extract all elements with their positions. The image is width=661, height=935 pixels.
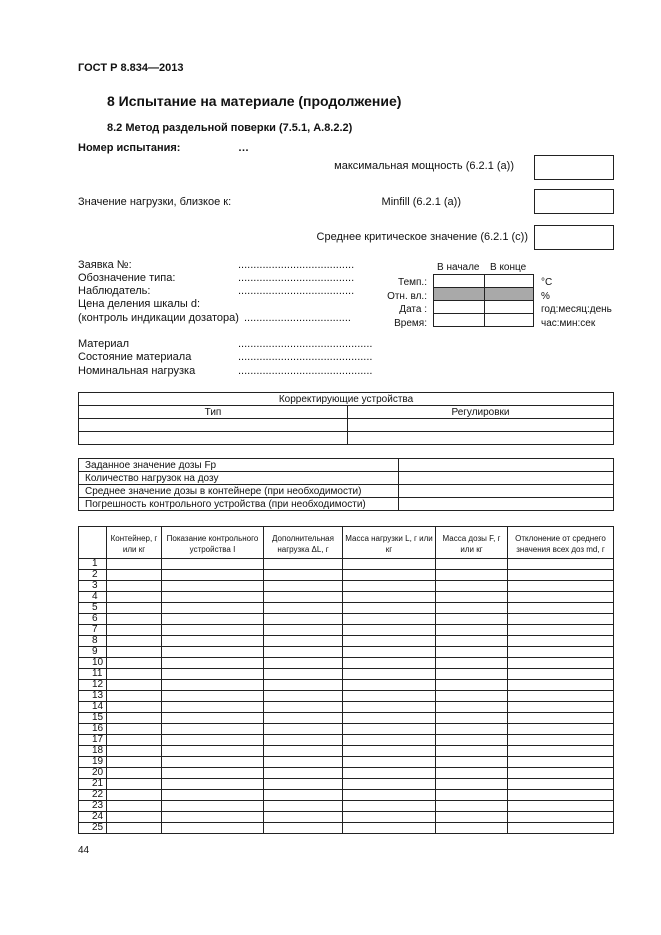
table-cell[interactable] [264, 669, 343, 680]
table-cell[interactable] [343, 812, 436, 823]
row-number: 25 [79, 823, 107, 834]
application-dots[interactable]: ...................................... [238, 259, 355, 271]
application-label: Заявка №: [78, 259, 132, 271]
table-cell[interactable] [107, 636, 162, 647]
table-cell[interactable] [107, 801, 162, 812]
table-cell[interactable] [162, 669, 264, 680]
table-cell[interactable] [162, 779, 264, 790]
table-cell[interactable] [436, 702, 508, 713]
table-cell[interactable] [162, 559, 264, 570]
table-cell[interactable] [162, 724, 264, 735]
table-cell[interactable] [436, 768, 508, 779]
table-cell[interactable] [107, 812, 162, 823]
table-cell[interactable] [436, 746, 508, 757]
table-cell[interactable] [343, 735, 436, 746]
table-cell[interactable] [107, 702, 162, 713]
row-number: 9 [79, 647, 107, 658]
observer-label: Наблюдатель: [78, 285, 151, 297]
table-cell[interactable] [348, 432, 614, 445]
dose-table [78, 458, 614, 511]
time-end-cell[interactable] [485, 314, 534, 327]
table-cell[interactable] [264, 724, 343, 735]
table-row [79, 757, 614, 768]
table-cell[interactable] [508, 757, 614, 768]
table-cell[interactable] [343, 746, 436, 757]
table-cell[interactable] [508, 713, 614, 724]
row-number: 19 [79, 757, 107, 768]
table-cell[interactable] [107, 669, 162, 680]
table-cell[interactable] [436, 757, 508, 768]
table-cell[interactable] [508, 680, 614, 691]
table-cell[interactable] [436, 669, 508, 680]
table-row [79, 559, 614, 570]
table-cell[interactable] [107, 735, 162, 746]
row-number: 2 [79, 570, 107, 581]
conditions-table [433, 274, 534, 327]
table-cell[interactable] [508, 702, 614, 713]
table-cell[interactable] [508, 724, 614, 735]
date-start-cell[interactable] [434, 301, 485, 314]
table-cell[interactable] [107, 625, 162, 636]
table-cell[interactable] [107, 581, 162, 592]
column-header: Дополнительная нагрузка ΔL, г [264, 527, 343, 559]
table-cell[interactable] [508, 636, 614, 647]
table-cell[interactable] [107, 790, 162, 801]
table-cell[interactable] [399, 459, 614, 472]
table-cell[interactable] [162, 812, 264, 823]
table-row [79, 713, 614, 724]
minfill-label: Minfill (6.2.1 (a)) [381, 196, 461, 208]
row-number: 10 [79, 658, 107, 669]
table-cell[interactable] [343, 757, 436, 768]
table-cell[interactable] [264, 746, 343, 757]
table-cell[interactable] [508, 735, 614, 746]
table-cell[interactable] [508, 779, 614, 790]
table-cell[interactable] [162, 768, 264, 779]
condition-unit: час:мин:сек [541, 318, 596, 329]
correcting-type-header: Тип [79, 406, 348, 419]
table-cell[interactable] [107, 779, 162, 790]
test-number-label: Номер испытания: [78, 142, 181, 154]
dose-row-label: Среднее значение дозы в контейнере (при необходимости) [79, 485, 399, 498]
column-header: Отклонение от среднего значения всех доз md, г [508, 527, 614, 559]
table-cell[interactable] [436, 581, 508, 592]
table-cell[interactable] [162, 680, 264, 691]
row-number: 18 [79, 746, 107, 757]
table-cell[interactable] [162, 658, 264, 669]
row-number: 21 [79, 779, 107, 790]
table-cell[interactable] [343, 768, 436, 779]
row-number: 22 [79, 790, 107, 801]
table-row [79, 658, 614, 669]
row-number: 16 [79, 724, 107, 735]
table-cell[interactable] [508, 647, 614, 658]
table-cell[interactable] [343, 724, 436, 735]
table-cell[interactable] [162, 801, 264, 812]
row-number: 17 [79, 735, 107, 746]
material-label: Материал [78, 338, 129, 350]
row-number: 23 [79, 801, 107, 812]
row-number: 6 [79, 614, 107, 625]
condition-label: Темп.: [398, 277, 427, 288]
table-row [79, 614, 614, 625]
table-cell[interactable] [162, 614, 264, 625]
measurements-table [78, 526, 614, 834]
temp-start-cell[interactable] [434, 275, 485, 288]
table-cell[interactable] [436, 592, 508, 603]
table-cell[interactable] [508, 581, 614, 592]
table-cell[interactable] [343, 702, 436, 713]
conditions-end-header: В конце [490, 262, 527, 273]
table-cell[interactable] [107, 603, 162, 614]
material-state-dots[interactable]: ............................................ [238, 351, 373, 363]
table-row [79, 636, 614, 647]
type-dots[interactable]: ...................................... [238, 272, 355, 284]
table-cell[interactable] [508, 812, 614, 823]
correcting-title: Корректирующие устройства [79, 393, 614, 406]
row-number: 7 [79, 625, 107, 636]
table-cell[interactable] [343, 801, 436, 812]
material-state-label: Состояние материала [78, 351, 192, 363]
table-cell[interactable] [107, 757, 162, 768]
table-cell[interactable] [107, 658, 162, 669]
table-cell[interactable] [264, 592, 343, 603]
condition-label: Дата : [399, 304, 427, 315]
correcting-devices-table [78, 392, 614, 445]
page-number: 44 [78, 845, 90, 856]
table-cell[interactable] [343, 581, 436, 592]
table-row [79, 680, 614, 691]
table-cell[interactable] [508, 570, 614, 581]
table-cell[interactable] [79, 419, 348, 432]
row-number: 24 [79, 812, 107, 823]
section-title: 8 Испытание на материале (продолжение) [107, 93, 402, 109]
table-cell[interactable] [107, 768, 162, 779]
table-cell[interactable] [436, 735, 508, 746]
table-row [79, 603, 614, 614]
section-subtitle: 8.2 Метод раздельной поверки (7.5.1, А.8.2.2) [107, 122, 353, 134]
table-cell[interactable] [436, 570, 508, 581]
table-cell[interactable] [162, 702, 264, 713]
table-cell[interactable] [508, 691, 614, 702]
table-row [79, 570, 614, 581]
table-row [79, 779, 614, 790]
table-cell[interactable] [436, 614, 508, 625]
row-number: 11 [79, 669, 107, 680]
table-cell[interactable] [264, 713, 343, 724]
table-row [79, 823, 614, 834]
table-cell[interactable] [264, 790, 343, 801]
table-cell[interactable] [436, 823, 508, 834]
table-cell[interactable] [399, 485, 614, 498]
table-cell[interactable] [508, 669, 614, 680]
table-cell[interactable] [436, 636, 508, 647]
load-near-label: Значение нагрузки, близкое к: [78, 196, 232, 208]
table-cell[interactable] [436, 724, 508, 735]
table-cell[interactable] [264, 735, 343, 746]
table-cell[interactable] [264, 801, 343, 812]
table-cell[interactable] [343, 570, 436, 581]
table-cell[interactable] [508, 823, 614, 834]
table-cell[interactable] [264, 559, 343, 570]
table-cell[interactable] [264, 570, 343, 581]
table-cell[interactable] [508, 790, 614, 801]
column-header: Контейнер, г или кг [107, 527, 162, 559]
table-row [79, 691, 614, 702]
date-end-cell[interactable] [485, 301, 534, 314]
table-row [79, 647, 614, 658]
table-cell[interactable] [436, 790, 508, 801]
table-cell[interactable] [436, 779, 508, 790]
table-cell[interactable] [508, 559, 614, 570]
table-row [79, 669, 614, 680]
row-number: 4 [79, 592, 107, 603]
conditions-start-header: В начале [437, 262, 480, 273]
column-header: Масса дозы F, г или кг [436, 527, 508, 559]
table-cell[interactable] [343, 559, 436, 570]
table-cell[interactable] [107, 614, 162, 625]
table-cell[interactable] [436, 603, 508, 614]
table-cell[interactable] [436, 801, 508, 812]
table-cell[interactable] [264, 603, 343, 614]
table-cell[interactable] [162, 581, 264, 592]
table-cell[interactable] [436, 647, 508, 658]
condition-unit: год:месяц:день [541, 304, 612, 315]
table-cell[interactable] [343, 592, 436, 603]
table-cell[interactable] [107, 823, 162, 834]
division-dots[interactable]: ................................... [244, 312, 351, 324]
row-number: 1 [79, 559, 107, 570]
mean-critical-field[interactable] [534, 225, 614, 250]
table-cell[interactable] [107, 592, 162, 603]
table-cell[interactable] [162, 746, 264, 757]
table-cell[interactable] [264, 658, 343, 669]
observer-dots[interactable]: ...................................... [238, 285, 355, 297]
table-cell[interactable] [508, 768, 614, 779]
table-cell[interactable] [436, 559, 508, 570]
table-row [79, 812, 614, 823]
table-cell[interactable] [508, 746, 614, 757]
table-cell[interactable] [399, 498, 614, 511]
table-cell[interactable] [343, 713, 436, 724]
table-row [79, 746, 614, 757]
row-number: 14 [79, 702, 107, 713]
table-cell[interactable] [264, 614, 343, 625]
table-cell[interactable] [264, 680, 343, 691]
table-cell[interactable] [264, 757, 343, 768]
table-cell[interactable] [107, 680, 162, 691]
division-note-label: (контроль индикации дозатора) [78, 312, 239, 324]
humidity-start-cell[interactable] [434, 288, 485, 301]
table-cell[interactable] [162, 570, 264, 581]
table-row [79, 625, 614, 636]
condition-label: Время: [394, 318, 427, 329]
max-power-field[interactable] [534, 155, 614, 180]
row-number: 5 [79, 603, 107, 614]
correcting-adjust-header: Регулировки [348, 406, 614, 419]
table-cell[interactable] [264, 625, 343, 636]
temp-end-cell[interactable] [485, 275, 534, 288]
division-label: Цена деления шкалы d: [78, 298, 200, 310]
table-cell[interactable] [343, 779, 436, 790]
table-cell[interactable] [436, 658, 508, 669]
type-label: Обозначение типа: [78, 272, 176, 284]
table-cell[interactable] [343, 636, 436, 647]
nominal-load-dots[interactable]: ............................................ [238, 365, 373, 377]
condition-unit: °C [541, 277, 553, 288]
dose-row-label: Погрешность контрольного устройства (при необходимости) [79, 498, 399, 511]
table-cell[interactable] [264, 823, 343, 834]
table-cell[interactable] [399, 472, 614, 485]
table-cell[interactable] [162, 625, 264, 636]
table-row [79, 801, 614, 812]
table-cell[interactable] [107, 746, 162, 757]
row-number: 20 [79, 768, 107, 779]
table-cell[interactable] [348, 419, 614, 432]
table-cell[interactable] [162, 713, 264, 724]
table-row [79, 768, 614, 779]
table-cell[interactable] [107, 570, 162, 581]
table-cell[interactable] [436, 713, 508, 724]
row-number: 15 [79, 713, 107, 724]
table-cell[interactable] [436, 812, 508, 823]
table-cell[interactable] [107, 559, 162, 570]
table-cell[interactable] [343, 790, 436, 801]
table-cell[interactable] [264, 779, 343, 790]
row-number: 3 [79, 581, 107, 592]
table-cell[interactable] [162, 691, 264, 702]
table-cell[interactable] [264, 581, 343, 592]
max-power-label: максимальная мощность (6.2.1 (a)) [334, 160, 514, 172]
humidity-end-cell[interactable] [485, 288, 534, 301]
table-cell[interactable] [162, 592, 264, 603]
minfill-field[interactable] [534, 189, 614, 214]
document-code: ГОСТ Р 8.834—2013 [78, 62, 184, 74]
table-cell[interactable] [107, 691, 162, 702]
column-header [79, 527, 107, 559]
table-row [79, 790, 614, 801]
table-cell[interactable] [508, 658, 614, 669]
column-header: Масса нагрузки L, г или кг [343, 527, 436, 559]
table-cell[interactable] [343, 658, 436, 669]
table-cell[interactable] [343, 614, 436, 625]
row-number: 13 [79, 691, 107, 702]
material-dots[interactable]: ............................................ [238, 338, 373, 350]
table-cell[interactable] [343, 691, 436, 702]
nominal-load-label: Номинальная нагрузка [78, 365, 196, 377]
table-cell[interactable] [343, 669, 436, 680]
table-cell[interactable] [264, 702, 343, 713]
table-cell[interactable] [436, 625, 508, 636]
table-row [79, 724, 614, 735]
table-cell[interactable] [343, 625, 436, 636]
row-number: 8 [79, 636, 107, 647]
table-cell[interactable] [162, 757, 264, 768]
table-cell[interactable] [162, 823, 264, 834]
table-cell[interactable] [162, 603, 264, 614]
mean-critical-label: Среднее критическое значение (6.2.1 (c)) [316, 231, 528, 243]
condition-label: Отн. вл.: [387, 291, 427, 302]
table-cell[interactable] [343, 823, 436, 834]
table-cell[interactable] [508, 801, 614, 812]
table-cell[interactable] [264, 636, 343, 647]
table-row [79, 702, 614, 713]
table-cell[interactable] [264, 647, 343, 658]
table-cell[interactable] [107, 724, 162, 735]
condition-unit: % [541, 291, 550, 302]
table-row [79, 581, 614, 592]
table-cell[interactable] [436, 691, 508, 702]
table-cell[interactable] [264, 691, 343, 702]
table-cell[interactable] [508, 603, 614, 614]
table-cell[interactable] [107, 647, 162, 658]
table-cell[interactable] [436, 680, 508, 691]
table-cell[interactable] [343, 647, 436, 658]
table-cell[interactable] [107, 713, 162, 724]
dose-row-label: Заданное значение дозы Fp [79, 459, 399, 472]
table-row [79, 592, 614, 603]
table-cell[interactable] [162, 735, 264, 746]
table-cell[interactable] [162, 790, 264, 801]
table-cell[interactable] [508, 614, 614, 625]
table-cell[interactable] [79, 432, 348, 445]
table-cell[interactable] [508, 625, 614, 636]
table-cell[interactable] [264, 768, 343, 779]
row-number: 12 [79, 680, 107, 691]
dose-row-label: Количество нагрузок на дозу [79, 472, 399, 485]
table-cell[interactable] [162, 647, 264, 658]
table-row [79, 735, 614, 746]
table-cell[interactable] [162, 636, 264, 647]
time-start-cell[interactable] [434, 314, 485, 327]
table-cell[interactable] [264, 812, 343, 823]
table-cell[interactable] [508, 592, 614, 603]
test-number-value: … [238, 142, 249, 154]
table-cell[interactable] [343, 680, 436, 691]
column-header: Показание контрольного устройства I [162, 527, 264, 559]
table-cell[interactable] [343, 603, 436, 614]
